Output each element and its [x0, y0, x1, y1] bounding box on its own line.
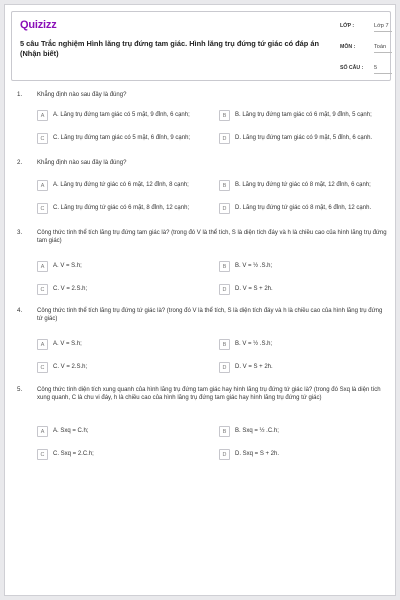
option-key-box: D — [219, 284, 230, 295]
option-text: A. Lăng trụ đứng tam giác có 5 mặt, 9 đỉnh, 6 cạnh; — [53, 112, 190, 118]
question-text: Công thức tính thể tích lăng trụ đứng tam giác là? (trong đó V là thể tích, S là diện tích đáy và h là chiều cao của hình lăng trụ đứng tam giác) — [37, 230, 387, 245]
question-1 — [17, 91, 395, 151]
option-text: C. Lăng trụ đứng tam giác có 5 mặt, 6 đỉnh, 9 cạnh; — [53, 135, 191, 141]
option-text: A. V = S.h; — [53, 341, 82, 347]
option-text: D. V = S + 2h. — [235, 364, 273, 370]
option-text: A. V = S.h; — [53, 263, 82, 269]
question-text: Khẳng định nào sau đây là đúng? — [37, 160, 127, 166]
option-text: B. V = ½ .S.h; — [235, 341, 273, 347]
option-key-box: D — [219, 449, 230, 460]
option-key-box: B — [219, 261, 230, 272]
option-text: A. Sxq = C.h; — [53, 428, 89, 434]
option-key-box: A — [37, 110, 48, 121]
option-key-box: A — [37, 426, 48, 437]
option-key-box: C — [37, 133, 48, 144]
question-number: 1. — [17, 91, 23, 98]
worksheet-title: 5 câu Trắc nghiệm Hình lăng trụ đứng tam giác. Hình lăng trụ đứng tứ giác có đáp án (Nhận biết) — [20, 39, 319, 58]
question-number: 4. — [17, 307, 23, 314]
meta-panel — [336, 20, 392, 83]
quizizz-logo: Quizizz — [20, 19, 57, 31]
option-text: D. Lăng trụ đứng tứ giác có 8 mặt, 6 đỉnh, 12 cạnh. — [235, 205, 372, 211]
option-text: B. Lăng trụ đứng tam giác có 6 mặt, 9 đỉnh, 5 cạnh; — [235, 112, 372, 118]
option-key-box: C — [37, 449, 48, 460]
question-5 — [17, 386, 395, 466]
question-number: 5. — [17, 386, 23, 393]
option-key-box: D — [219, 362, 230, 373]
meta-count-row — [336, 62, 392, 83]
question-number: 2. — [17, 159, 23, 166]
option-text: C. V = 2.S.h; — [53, 364, 88, 370]
option-text: D. Sxq = S + 2h. — [235, 451, 280, 457]
option-key-box: D — [219, 203, 230, 214]
question-number: 3. — [17, 229, 23, 236]
option-key-box: C — [37, 203, 48, 214]
subject-label: MÔN : — [340, 44, 356, 50]
option-text: B. Sxq = ½ .C.h; — [235, 428, 279, 434]
count-value: 5 — [374, 64, 392, 74]
option-text: B. Lăng trụ đứng tứ giác có 8 mặt, 12 đỉnh, 6 cạnh; — [235, 182, 371, 188]
question-3 — [17, 229, 395, 301]
class-value: Lớp 7 — [374, 22, 392, 32]
question-text: Công thức tính diện tích xung quanh của hình lăng trụ đứng tam giác hay hình lăng trụ đứng tứ giác là? (trong đó Sxq là diện tích xung quanh, C là chu vi đáy, h là chiều cao của hình lăng trụ đứng tam giác hay hình lăng trụ đứng tứ giác) — [37, 387, 381, 402]
option-key-box: C — [37, 362, 48, 373]
question-2 — [17, 159, 395, 219]
option-key-box: A — [37, 261, 48, 272]
option-key-box: B — [219, 426, 230, 437]
worksheet-header — [11, 11, 391, 81]
option-key-box: A — [37, 339, 48, 350]
option-text: C. V = 2.S.h; — [53, 286, 88, 292]
option-key-box: B — [219, 110, 230, 121]
option-key-box: D — [219, 133, 230, 144]
question-text: Công thức tính thể tích lăng trụ đứng tứ giác là? (trong đó V là thể tích, S là diện tích đáy và h là chiều cao của hình lăng trụ đứng tứ giác) — [37, 308, 383, 323]
option-key-box: B — [219, 180, 230, 191]
option-text: C. Sxq = 2.C.h; — [53, 451, 94, 457]
option-key-box: C — [37, 284, 48, 295]
option-text: A. Lăng trụ đứng tứ giác có 6 mặt, 12 đỉnh, 8 cạnh; — [53, 182, 189, 188]
option-text: C. Lăng trụ đứng tứ giác có 6 mặt, 8 đỉnh, 12 cạnh; — [53, 205, 190, 211]
option-text: B. V = ½ .S.h; — [235, 263, 273, 269]
question-text: Khẳng định nào sau đây là đúng? — [37, 92, 127, 98]
question-4 — [17, 307, 395, 379]
class-label: LỚP : — [340, 23, 355, 29]
count-label: SỐ CÂU : — [340, 65, 364, 71]
meta-class-row — [336, 20, 392, 41]
option-text: D. Lăng trụ đứng tam giác có 9 mặt, 5 đỉnh, 6 cạnh. — [235, 135, 373, 141]
meta-subject-row — [336, 41, 392, 62]
worksheet-page — [4, 4, 396, 596]
subject-value: Toán — [374, 43, 392, 53]
option-text: D. V = S + 2h. — [235, 286, 273, 292]
option-key-box: A — [37, 180, 48, 191]
option-key-box: B — [219, 339, 230, 350]
